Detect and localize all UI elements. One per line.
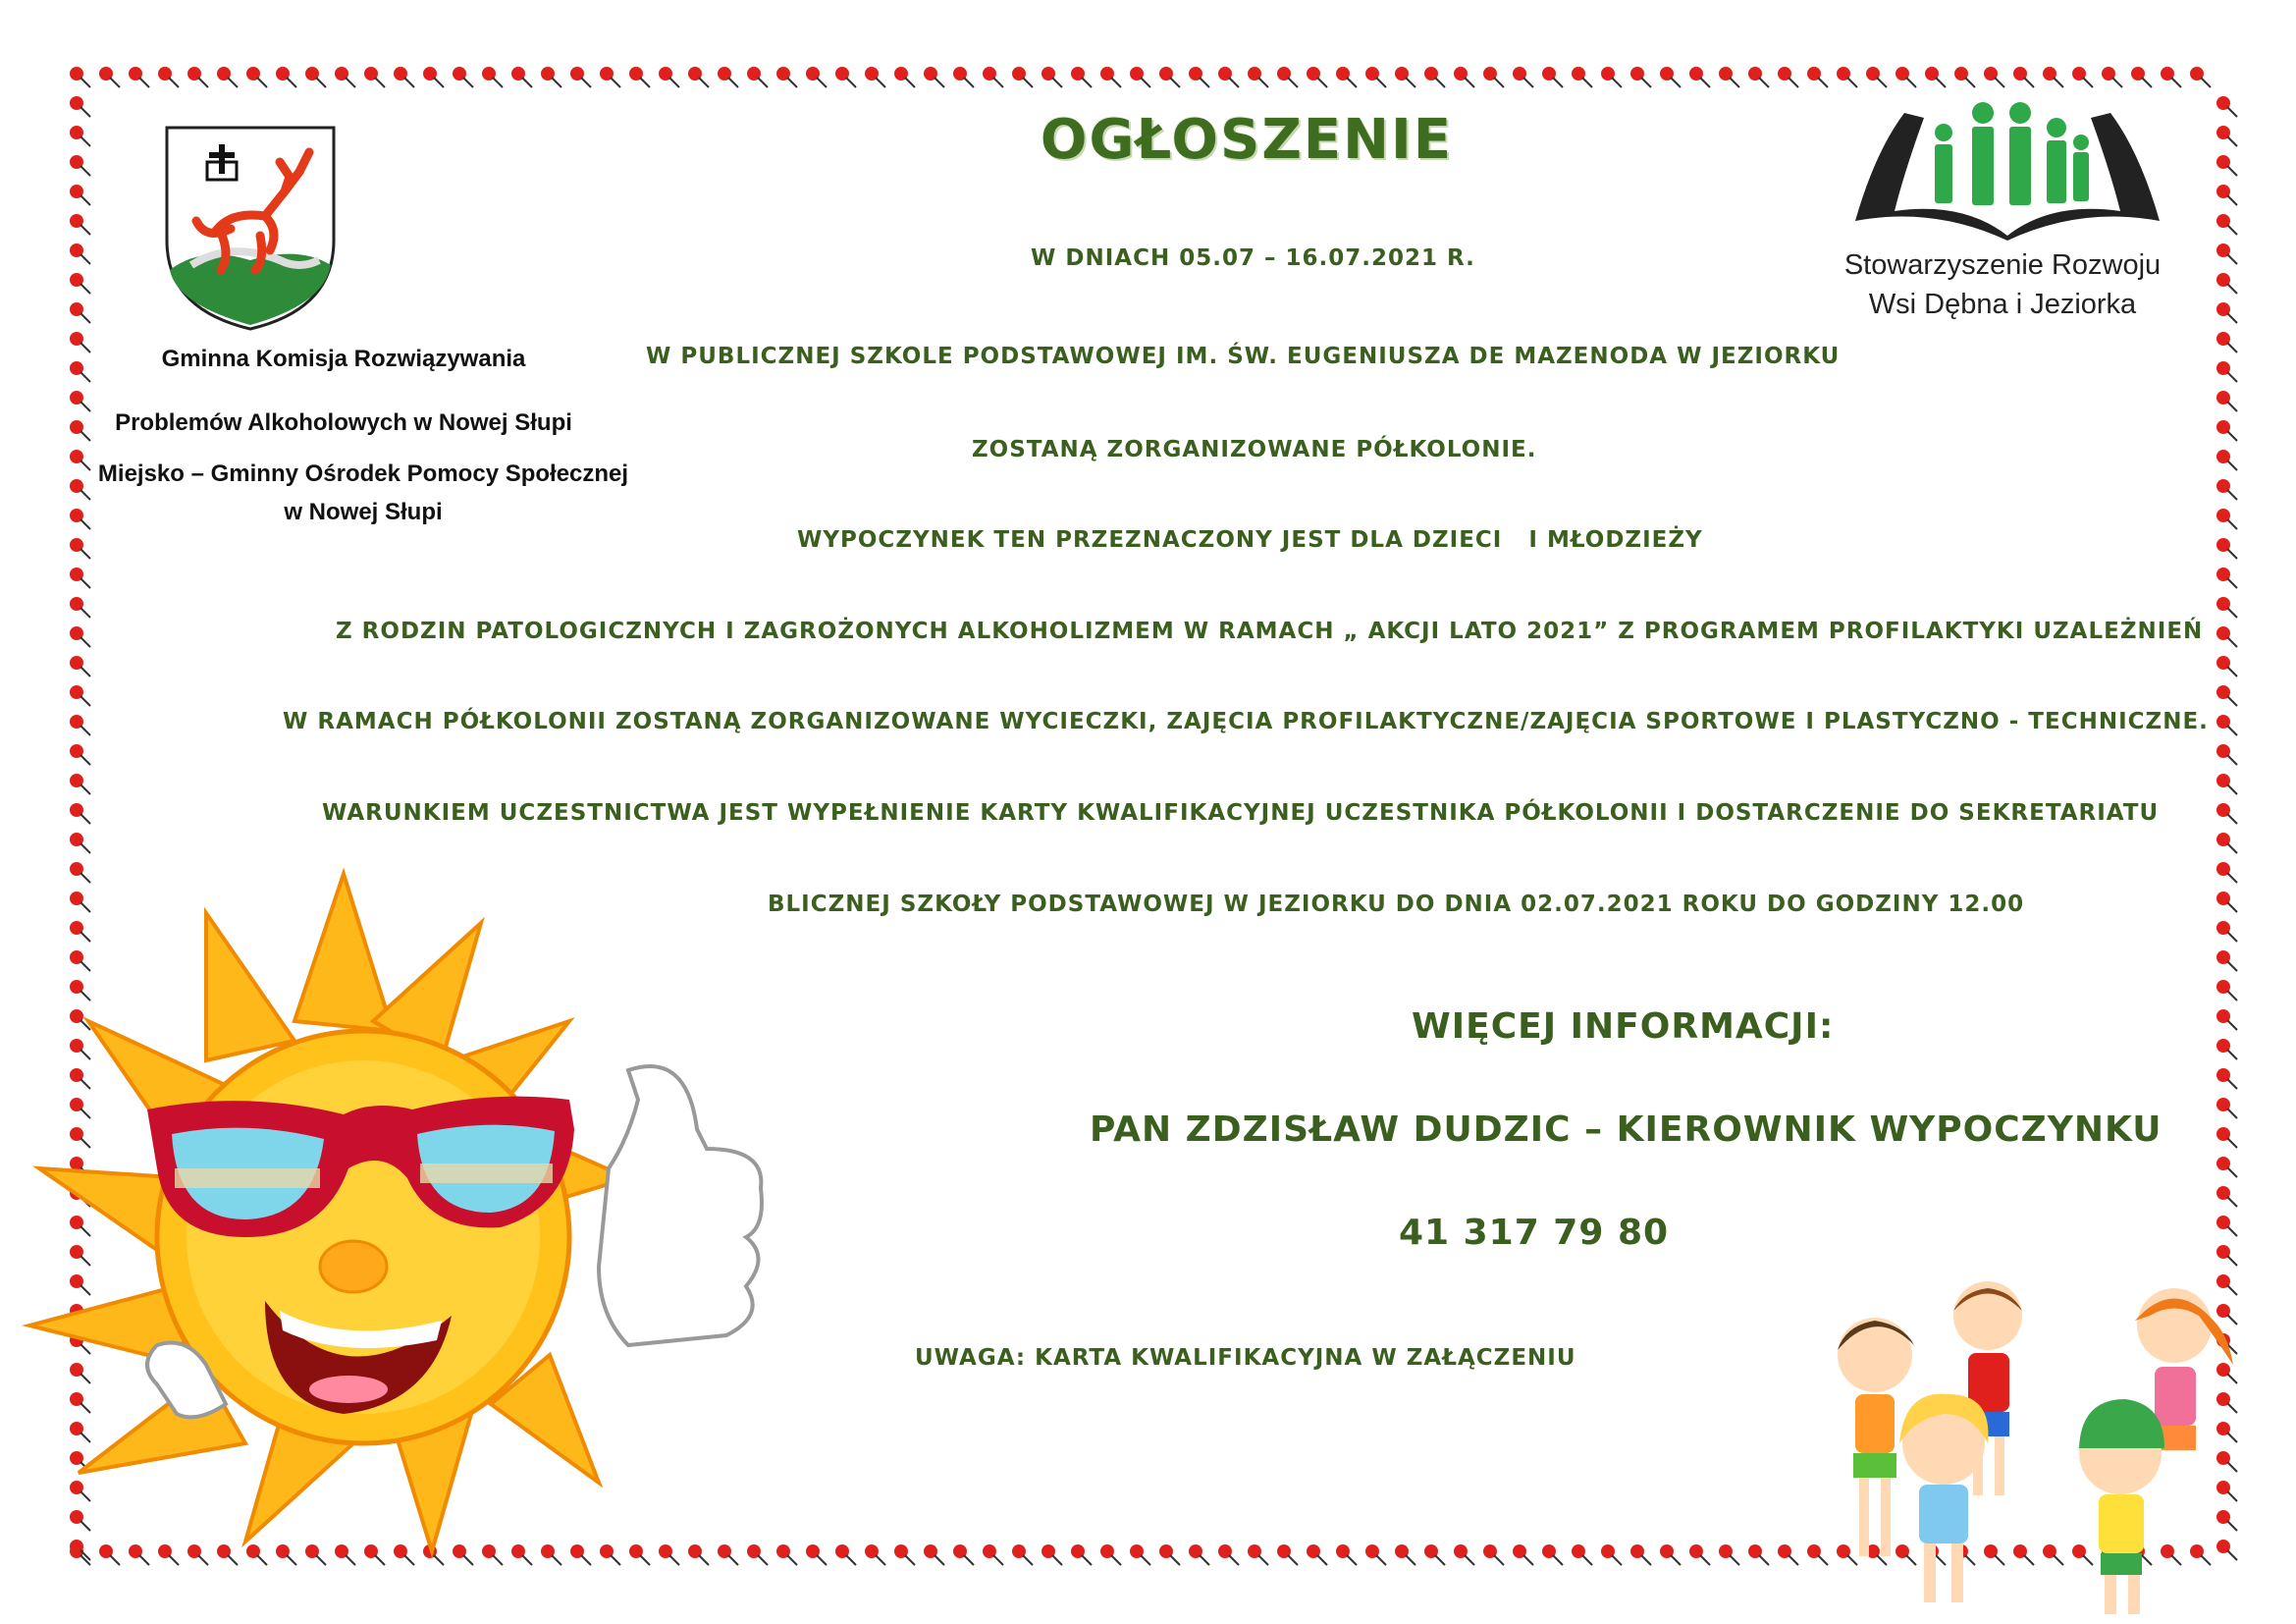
page-title: OGŁOSZENIE — [1040, 108, 1454, 172]
body-line-deadline: BLICZNEJ SZKOŁY PODSTAWOWEJ W JEZIORKU DO DNIA 02.07.2021 ROKU DO GODZINY 12.00 — [768, 892, 2025, 917]
coat-of-arms-logo — [162, 123, 339, 334]
body-line-organized: ZOSTANĄ ZORGANIZOWANE PÓŁKOLONIE. — [972, 437, 1537, 462]
association-name — [1806, 245, 2199, 324]
children-illustration — [1826, 1276, 2248, 1620]
org-line-1: Gminna Komisja Rozwiązywania — [161, 346, 526, 372]
info-contact: PAN ZDZISŁAW DUDZIC – KIEROWNIK WYPOCZYNKU — [1090, 1110, 2163, 1150]
body-line-conditions: WARUNKIEM UCZESTNICTWA JEST WYPEŁNIENIE KARTY KWALIFIKACYJNEJ UCZESTNIKA PÓŁKOLONII I DOSTARCZENIE DO SEKRETARIATU — [322, 800, 2160, 826]
info-heading: WIĘCEJ INFORMACJI: — [1412, 1006, 1835, 1047]
note-attachment: UWAGA: KARTA KWALIFIKACYJNA W ZAŁĄCZENIU — [915, 1345, 1576, 1371]
body-line-activities: W RAMACH PÓŁKOLONII ZOSTANĄ ZORGANIZOWANE WYCIECZKI, ZAJĘCIA PROFILAKTYCZNE/ZAJĘCIA SPORTOWE I PLASTYCZNO - TECHNICZNE. — [283, 709, 2209, 734]
org-line-4: w Nowej Słupi — [284, 499, 443, 525]
org-line-3: Miejsko – Gminny Ośrodek Pomocy Społecznej — [97, 460, 629, 487]
info-phone: 41 317 79 80 — [1399, 1213, 1670, 1253]
body-line-dates: W DNIACH 05.07 – 16.07.2021 R. — [1031, 245, 1475, 271]
association-line-2: Wsi Dębna i Jeziorka — [1868, 289, 2137, 320]
org-line-2: Problemów Alkoholowych w Nowej Słupi — [115, 409, 572, 436]
sun-illustration — [20, 854, 775, 1561]
body-line-families: Z RODZIN PATOLOGICZNYCH I ZAGROŻONYCH ALKOHOLIZMEM W RAMACH „ AKCJI LATO 2021” Z PROGRAMEM PROFILAKTYKI UZALEŻNIEŃ — [336, 619, 2204, 644]
association-logo — [1845, 93, 2169, 241]
body-line-school: W PUBLICZNEJ SZKOLE PODSTAWOWEJ IM. ŚW. EUGENIUSZA DE MAZENODA W JEZIORKU — [646, 344, 1841, 369]
body-line-audience: WYPOCZYNEK TEN PRZEZNACZONY JEST DLA DZIECI I MŁODZIEŻY — [797, 527, 1703, 553]
association-line-1: Stowarzyszenie Rozwoju — [1843, 249, 2162, 281]
